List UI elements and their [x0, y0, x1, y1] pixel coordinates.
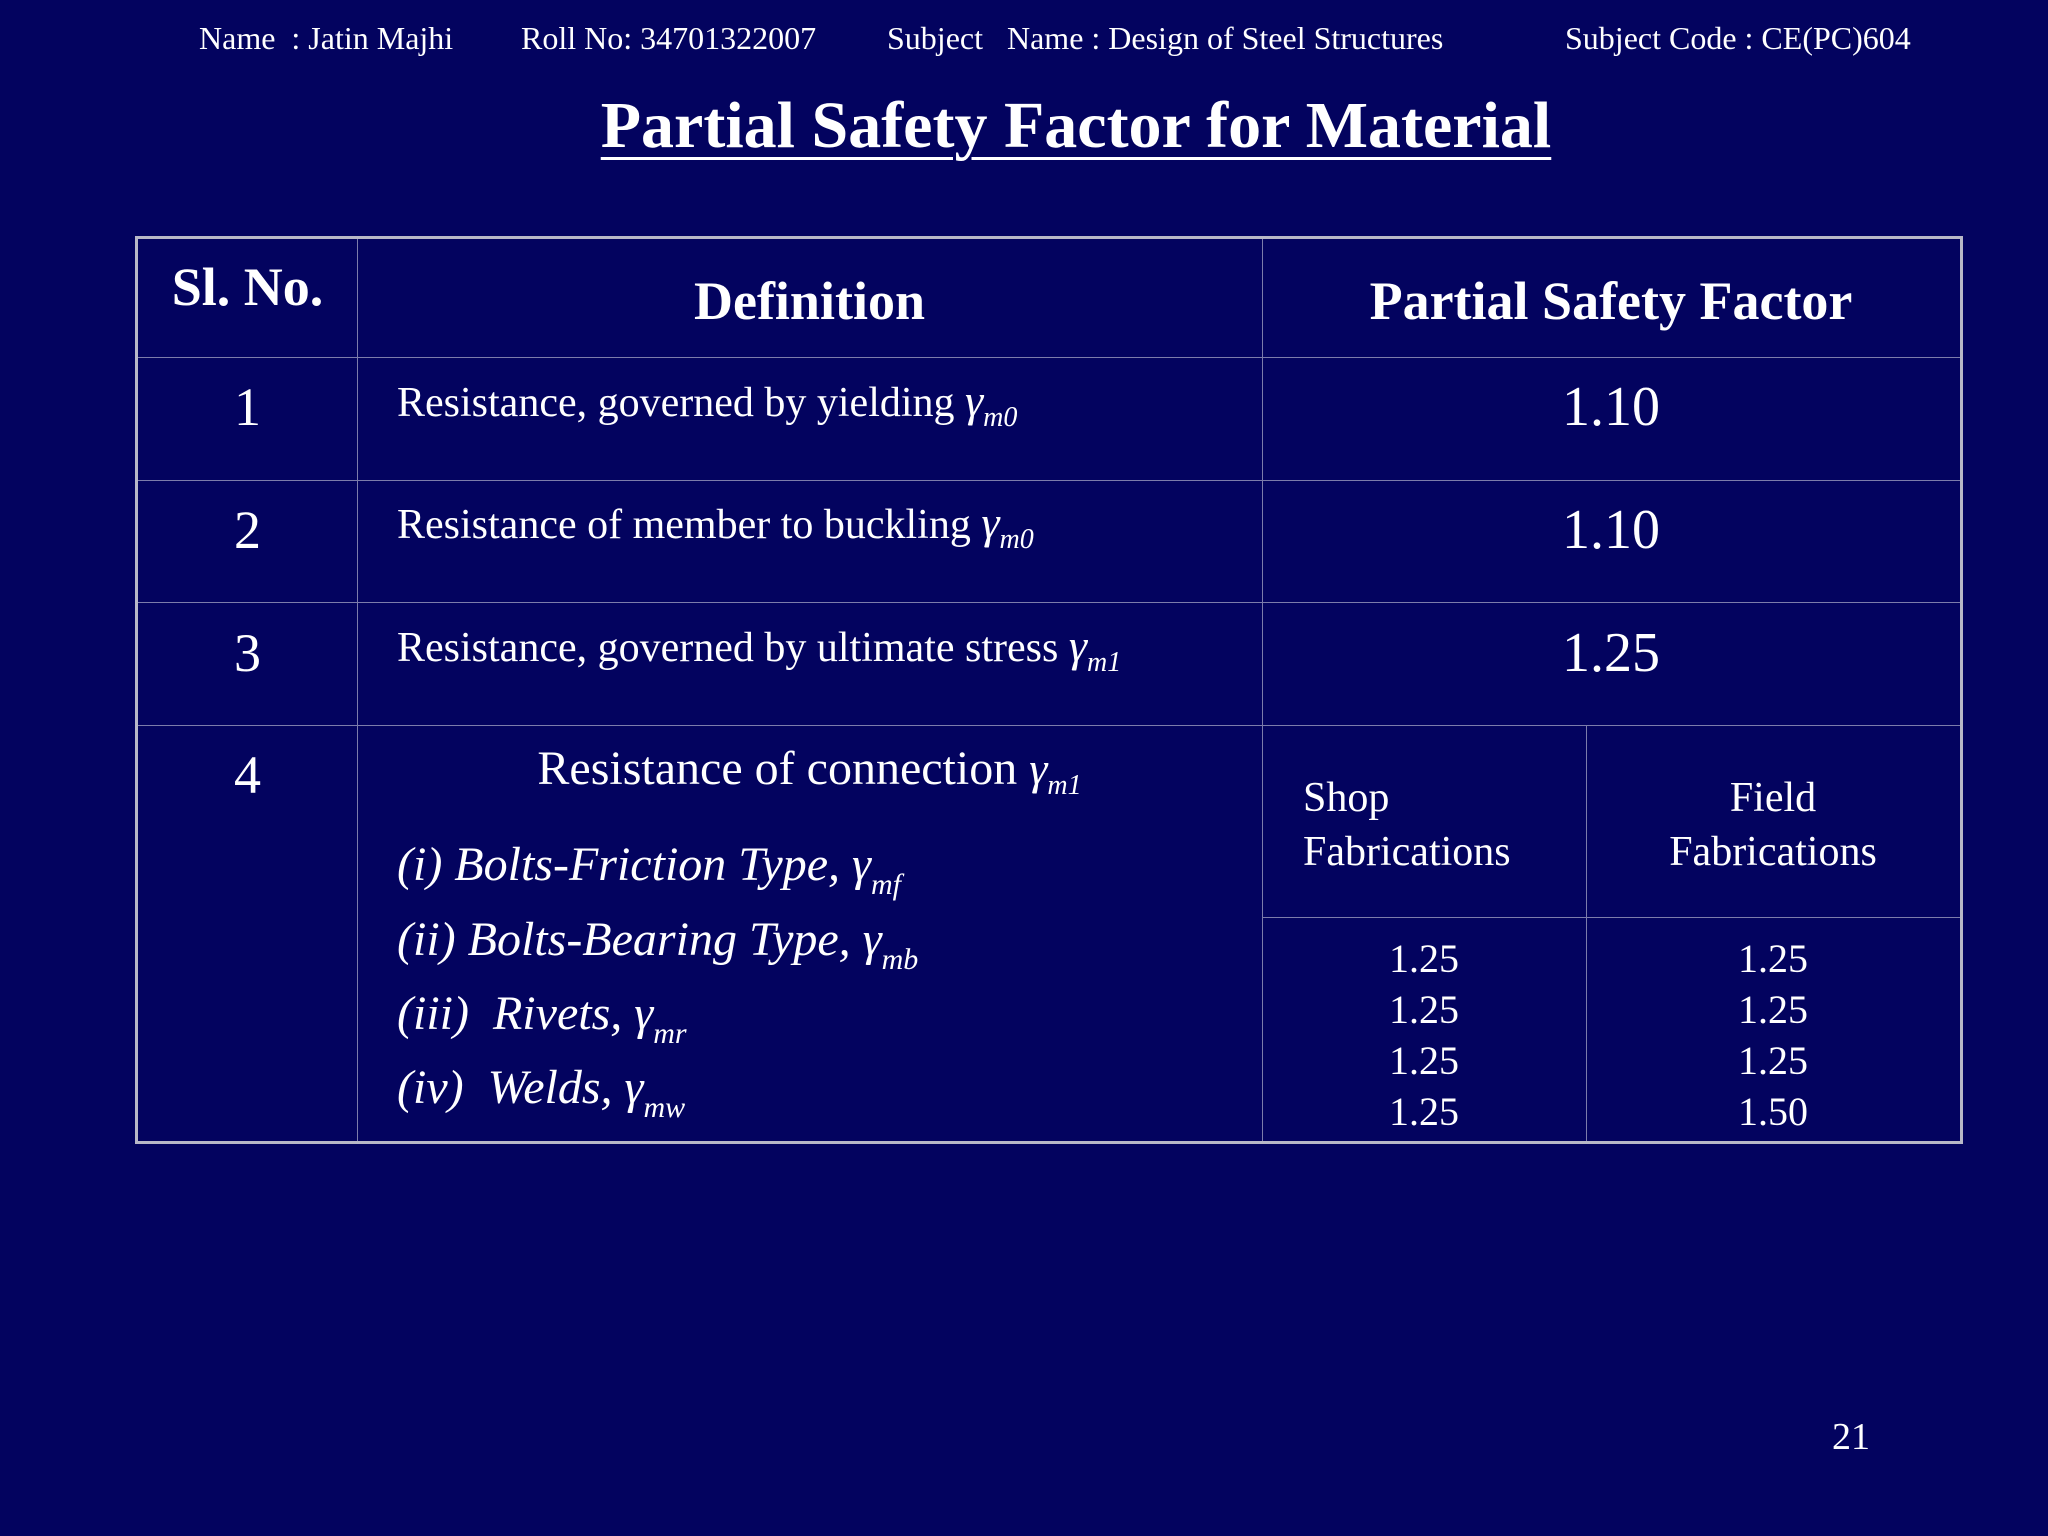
header-subject-code: Subject Code : CE(PC)604 — [1565, 20, 1911, 56]
table-rule — [138, 602, 1960, 603]
gamma-symbol — [981, 497, 1034, 555]
table-cell-definition — [397, 620, 1121, 689]
gamma-symbol — [1029, 743, 1082, 801]
shop-header-line: Shop — [1303, 775, 1390, 821]
field-value: 1.25 — [1738, 1038, 1808, 1083]
safety-factor-table — [135, 236, 1963, 1144]
gamma-subscript: m0 — [983, 402, 1018, 433]
gamma-subscript: mw — [643, 1091, 686, 1124]
gamma-subscript: mb — [881, 943, 919, 976]
connection-item-label: (iv) Welds, — [397, 1061, 613, 1114]
column-header-partial-safety-factor: Partial Safety Factor — [1369, 271, 1853, 331]
table-cell-sl-no: 2 — [234, 500, 261, 560]
table-cell-definition — [397, 497, 1034, 566]
gamma-symbol — [1068, 620, 1122, 678]
shop-value: 1.25 — [1389, 936, 1459, 981]
field-header-line: Fabrications — [1669, 829, 1877, 875]
shop-fabrications-header — [1303, 771, 1511, 879]
table-cell-sl-no: 4 — [234, 745, 261, 805]
gamma-glyph: γ — [1068, 620, 1087, 671]
gamma-subscript: m0 — [999, 524, 1034, 555]
connection-item-label: (iii) Rivets, — [397, 987, 623, 1040]
shop-value: 1.25 — [1389, 1038, 1459, 1083]
header-roll-number: Roll No: 34701322007 — [521, 20, 817, 56]
field-value: 1.50 — [1738, 1089, 1808, 1134]
shop-fabrication-values — [1262, 933, 1586, 1137]
definition-text: Resistance of connection — [537, 742, 1018, 795]
connection-item — [397, 986, 687, 1062]
gamma-glyph: γ — [852, 838, 871, 891]
table-rule — [138, 725, 1960, 726]
header-subject-name: Subject Name : Design of Steel Structures — [887, 20, 1444, 56]
shop-value: 1.25 — [1389, 1089, 1459, 1134]
gamma-symbol — [965, 375, 1018, 433]
field-value: 1.25 — [1738, 987, 1808, 1032]
connection-item-label: (i) Bolts-Friction Type, — [397, 838, 841, 891]
table-cell-sl-no: 1 — [234, 377, 261, 437]
gamma-glyph: γ — [634, 987, 654, 1040]
definition-text: Resistance of member to buckling — [397, 502, 971, 548]
gamma-subscript: mf — [870, 868, 901, 901]
connection-definition-heading — [357, 743, 1262, 812]
field-fabrication-values — [1586, 933, 1960, 1137]
connection-item — [397, 912, 918, 988]
table-cell-factor: 1.25 — [1562, 622, 1660, 684]
connection-item — [397, 837, 901, 913]
table-cell-factor: 1.10 — [1562, 499, 1660, 561]
table-cell-definition — [397, 375, 1017, 444]
table-cell-sl-no: 3 — [234, 623, 261, 683]
slide-title: Partial Safety Factor for Material — [600, 89, 1552, 162]
field-value: 1.25 — [1738, 936, 1808, 981]
table-rule — [1262, 917, 1960, 918]
page-number: 21 — [1832, 1416, 1870, 1458]
gamma-glyph: γ — [981, 497, 1000, 548]
gamma-glyph: γ — [965, 375, 984, 426]
gamma-subscript: mr — [653, 1017, 687, 1050]
gamma-glyph: γ — [862, 913, 882, 966]
shop-header-line: Fabrications — [1303, 829, 1511, 875]
field-fabrications-header — [1586, 771, 1960, 879]
table-cell-factor: 1.10 — [1562, 376, 1660, 438]
gamma-subscript: m1 — [1086, 647, 1122, 678]
column-header-sl-no: Sl. No. — [171, 257, 324, 317]
table-rule — [357, 239, 358, 1141]
gamma-glyph: γ — [624, 1061, 644, 1114]
gamma-subscript: m1 — [1047, 770, 1082, 801]
gamma-glyph: γ — [1029, 743, 1048, 794]
connection-item-label: (ii) Bolts-Bearing Type, — [397, 913, 851, 966]
header-student-name: Name : Jatin Majhi — [199, 20, 454, 56]
definition-text: Resistance, governed by ultimate stress — [397, 625, 1059, 671]
table-rule — [138, 480, 1960, 481]
connection-item — [397, 1060, 685, 1136]
table-rule — [138, 357, 1960, 358]
definition-text: Resistance, governed by yielding — [397, 380, 955, 426]
shop-value: 1.25 — [1389, 987, 1459, 1032]
field-header-line: Field — [1729, 775, 1817, 821]
column-header-definition: Definition — [693, 271, 925, 331]
